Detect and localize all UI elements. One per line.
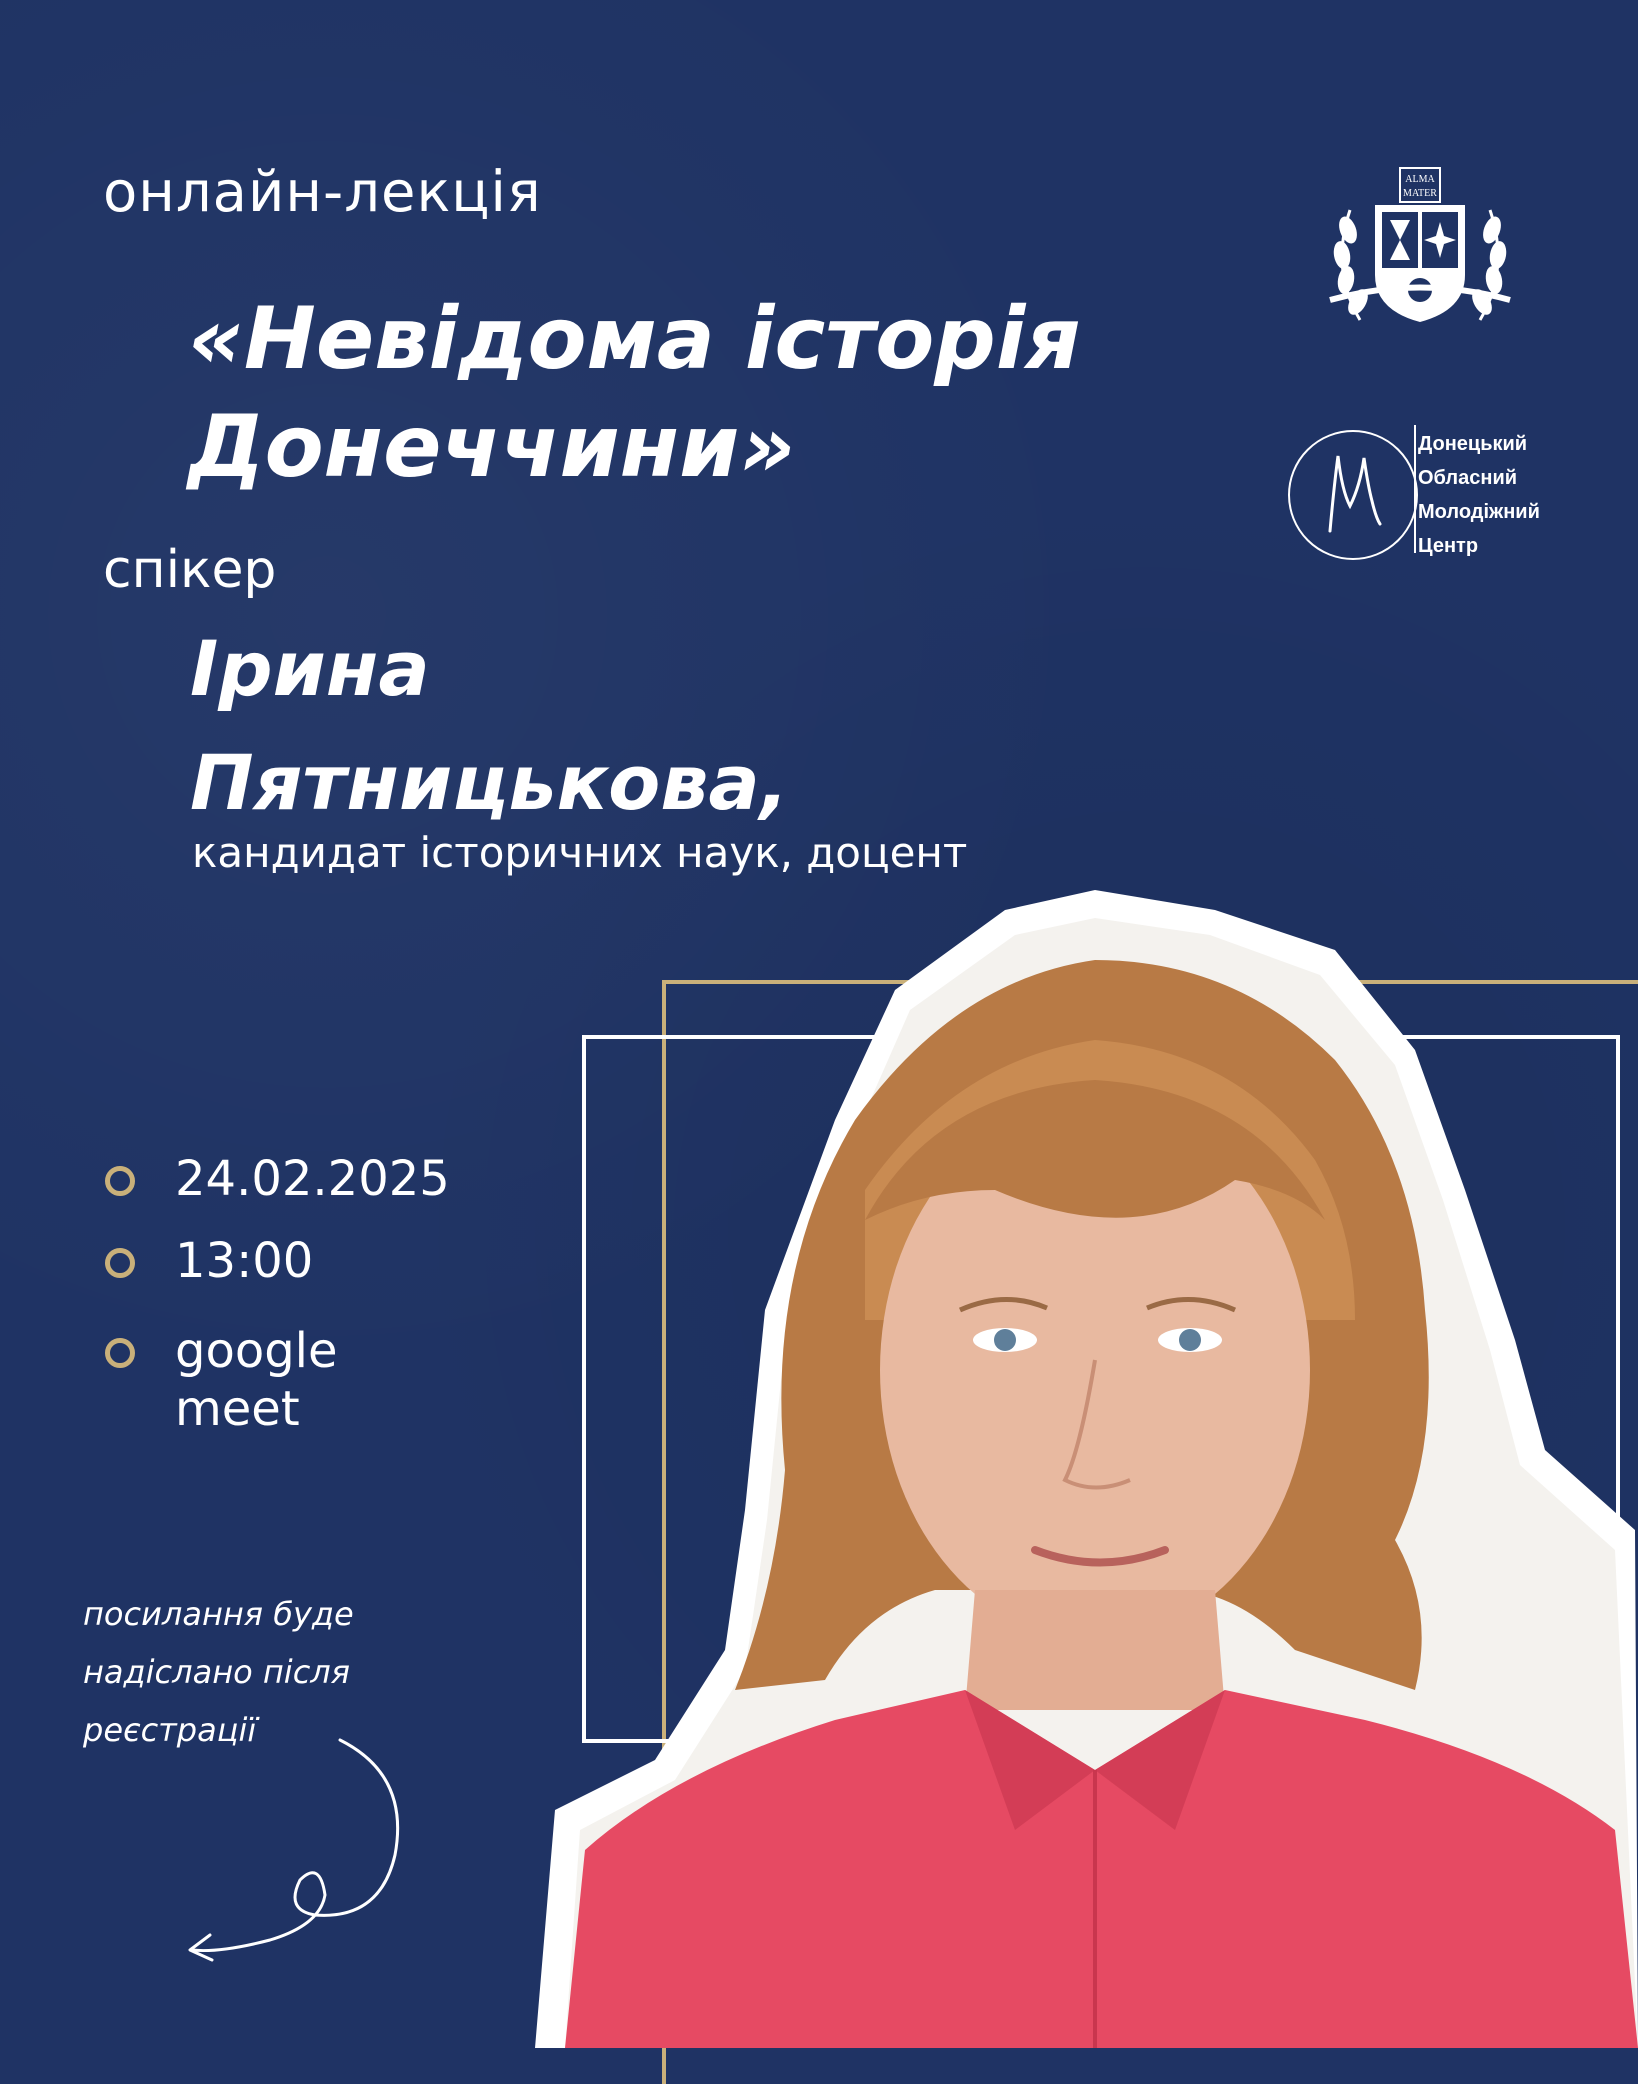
speaker-photo [535, 890, 1638, 2048]
note-line-3: реєстрації [83, 1711, 257, 1749]
event-time: 13:00 [175, 1233, 314, 1289]
youth-center-monogram-icon [1288, 430, 1418, 560]
platform-line-2: meet [175, 1381, 300, 1437]
note-line-1: посилання буде [83, 1595, 354, 1633]
youth-center-line-4: Центр [1418, 535, 1479, 557]
lecture-title-line-2: Донеччини» [188, 397, 796, 497]
university-seal-icon [1320, 150, 1520, 350]
speaker-label: спікер [103, 540, 277, 600]
youth-center-name [1418, 427, 1540, 563]
registration-note [83, 1585, 443, 1759]
speaker-first-name: Ірина [190, 624, 430, 713]
event-date: 24.02.2025 [175, 1151, 450, 1207]
lecture-title [188, 285, 1168, 501]
speaker-name [190, 612, 990, 840]
speaker-last-name: Пятницькова, [190, 738, 789, 827]
seal-text-line-1: ALMA [1405, 174, 1435, 185]
seal-text-line-2: MATER [1403, 188, 1437, 199]
circle-bullet-icon [105, 1248, 135, 1278]
platform-line-1: google [175, 1323, 338, 1379]
youth-center-line-3: Молодіжний [1418, 501, 1540, 523]
event-type-label: онлайн-лекція [103, 160, 542, 225]
circle-bullet-icon [105, 1338, 135, 1368]
note-line-2: надіслано після [83, 1653, 350, 1691]
youth-center-line-1: Донецький [1418, 433, 1528, 455]
speaker-credentials: кандидат історичних наук, доцент [192, 828, 968, 877]
curved-arrow-icon [180, 1735, 420, 1965]
circle-bullet-icon [105, 1166, 135, 1196]
youth-center-logo [1288, 425, 1608, 565]
event-platform [175, 1322, 338, 1438]
youth-center-line-2: Обласний [1418, 467, 1518, 489]
logo-divider [1414, 425, 1416, 553]
lecture-title-line-1: «Невідома історія [188, 289, 1081, 389]
